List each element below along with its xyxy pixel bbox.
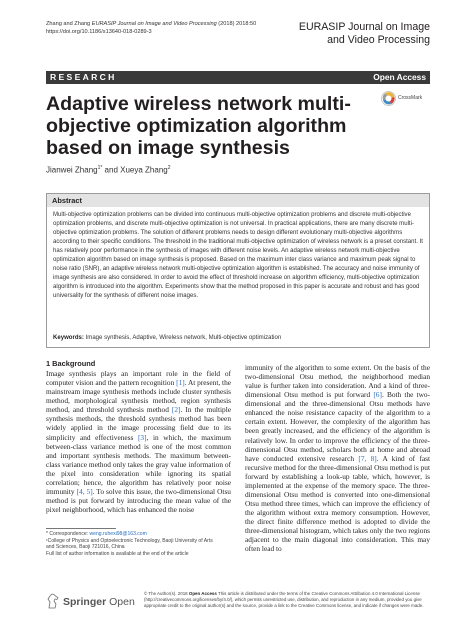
article-type-label: RESEARCH	[50, 72, 117, 82]
affiliation-line-1: ¹College of Physics and Optoelectronic Technology, Baoji University of Arts	[46, 537, 213, 544]
citation-doi[interactable]: https://doi.org/10.1186/s13640-018-0289-3	[46, 29, 152, 35]
body-text: . In the multiple synthesis methods, the threshold synthesis method has been widely applied in the image processing field due to its simplicity and effectiveness	[46, 405, 231, 442]
abstract-box	[46, 193, 430, 348]
license-text: This article is distributed under the terms of the Creative Commons Attribution 4.0 International License (http://creativecommons.org/licenses/by/4.0/), which permits unrestricted use, distribution, and reproduction in any medium, provided you give appropriate credit to the original author(s) and the source, provide a link to the Creative Commons license, and indicate if changes were made.	[144, 591, 424, 609]
license-open-access: Open Access	[188, 591, 217, 596]
citation-link[interactable]: [1]	[176, 378, 185, 388]
article-type-banner	[46, 71, 430, 84]
author-info-note: Full list of author information is available at the end of the article	[46, 551, 189, 558]
author-1-affiliation[interactable]: 1*	[97, 165, 103, 171]
springer-horse-icon	[46, 593, 60, 609]
body-paragraph	[46, 369, 231, 514]
correspondence-email[interactable]: weng.ruhexi98@163.com	[89, 531, 147, 537]
body-text: . A kind of fast recursive method for the three-dimensional Otsu method is put forward by establishing a look-up table, which, however, is implemented at the expense of the memory space. The three-dimensional Otsu method is converted into one-dimensional Otsu method three times, which can improve the efficiency of the algorithm without extra memory consumption. However, the direct finite difference method is adopted to divide the three-dimensional histogram, which takes only the two regions adjacent to the main diagonal into consideration. This may often lead to	[245, 453, 430, 554]
body-text: . To solve this issue, the two-dimensional Otsu method is put forward by introducing the mean value of the pixel neighborhood, which has enhanced the noise	[46, 486, 231, 514]
body-text: Image synthesis plays an important role in the field of computer vision and the pattern recognition	[46, 369, 231, 388]
abstract-heading: Abstract	[52, 196, 82, 205]
keywords-label: Keywords:	[53, 335, 84, 341]
citation-link[interactable]: [2]	[171, 405, 181, 415]
citation-line-1	[46, 20, 256, 28]
author-1[interactable]: Jianwei Zhang	[46, 165, 98, 175]
citation-header	[46, 20, 256, 36]
body-text: . At present, the mainstream image synthesis methods include cluster synthesis method, morphological synthesis method, region synthesis method, and threshold synthesis method	[46, 378, 231, 415]
body-text: , in which, the maximum between-class variance method is one of the most common and important synthesis methods. The maximum between-class variance method only takes the gray value information of the pixel into consideration while ignoring its spatial correlation; hence, the algorithm has relatively poor noise immunity	[46, 432, 231, 496]
springer-wordmark: Springer	[63, 596, 107, 608]
body-column-left	[46, 359, 231, 514]
citation-link[interactable]: [6]	[373, 390, 382, 400]
footnote-divider	[46, 528, 116, 529]
correspondence-label: * Correspondence:	[46, 531, 90, 537]
footnotes	[46, 531, 231, 558]
citation-link[interactable]: [3]	[137, 432, 147, 442]
article-title: Adaptive wireless network multi-objective optimization algorithm based on image synthesis	[46, 93, 351, 159]
abstract-header	[47, 194, 429, 207]
abstract-text: Multi-objective optimization problems can be divided into continuous multi-objective optimization problems and discrete multi-objective optimization problems, and discrete multi-objective optimization is not universal. In practical applications, there are many discrete multi-objective optimization problems. The solution of different problems needs to design different evolutionary multi-objective algorithms according to their specific conditions. The threshold in the traditional multi-objective optimization of wireless network is a preset constant. It has relatively poor performance in the synthesis of images with different noise levels. An adaptive wireless network multi-objective optimization algorithm based on image synthesis is proposed. Based on the maximum inter class variance and maximum peak signal to noise ratio (SNR), an adaptive wireless network multi-objective optimization algorithm is established. The accuracy and noise immunity of image synthesis are also considered. In order to avoid the effect of threshold increase on algorithm efficiency, multi-objective optimization algorithm is introduced into the algorithm. Experiments show that the method proposed in this paper is accurate and robust and has good universality for the synthesis of different noise images.	[53, 212, 423, 300]
license-statement	[144, 591, 432, 609]
springer-open-logo	[46, 593, 136, 611]
author-conjunction: and	[102, 165, 121, 175]
author-2[interactable]: Xueya Zhang	[120, 165, 168, 175]
open-wordmark: Open	[109, 596, 135, 608]
open-access-label: Open Access	[373, 72, 426, 82]
body-text: immunity of the algorithm to some extent. On the basis of the two-dimensional Otsu method, the neighborhood median value is further taken into consideration. And a kind of three-dimensional Otsu method is put forward	[245, 363, 430, 400]
section-heading: 1 Background	[46, 359, 96, 368]
crossmark-icon	[381, 91, 396, 106]
body-column-right	[245, 363, 430, 553]
body-paragraph	[245, 363, 430, 553]
citation-link[interactable]: [7, 8]	[358, 453, 377, 463]
journal-name-line-2: and Video Processing	[327, 33, 430, 46]
journal-name-line-1: EURASIP Journal on Image	[298, 21, 430, 33]
body-text: . Both the two-dimensional and the three-dimensional Otsu methods have enhanced the noise resistance capacity of the algorithm to a certain extent. However, the complexity of the algorithm has been greatly increased, and the efficiency of the algorithm is relatively low. In order to improve the efficiency of the three-dimensional Otsu method, scholars both at home and abroad have conducted extensive research	[245, 390, 431, 463]
crossmark-label: CrossMark	[398, 95, 423, 101]
crossmark-badge[interactable]	[381, 91, 433, 107]
citation-authors: Zhang and Zhang	[46, 21, 92, 27]
citation-volume: (2018) 2018:50	[216, 21, 257, 27]
affiliation-line-2: and Sciences, Baoji 721016, China	[46, 544, 125, 551]
author-2-affiliation[interactable]: 2	[167, 165, 171, 171]
author-line	[46, 165, 171, 175]
license-copyright: © The Author(s). 2018	[144, 591, 189, 596]
correspondence	[46, 531, 231, 538]
citation-link[interactable]: [4, 5]	[76, 486, 93, 496]
keywords-list: Image synthesis, Adaptive, Wireless network, Multi-objective optimization	[83, 335, 282, 341]
journal-name	[299, 21, 430, 46]
springer-open-wordmark	[63, 596, 135, 608]
citation-journal: EURASIP Journal on Image and Video Processing	[91, 21, 217, 27]
keywords	[53, 334, 425, 343]
